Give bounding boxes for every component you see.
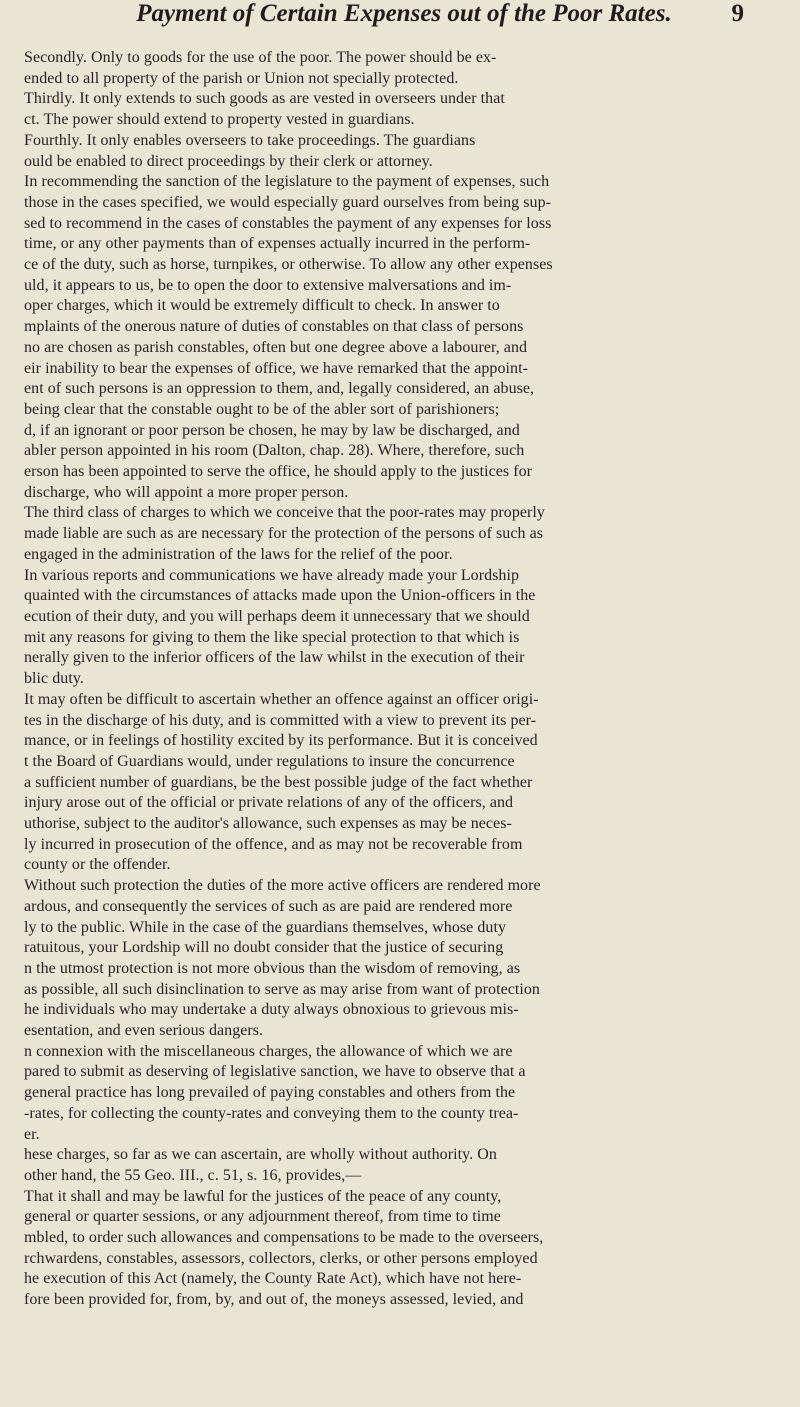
text-line: no are chosen as parish constables, often but one degree above a labourer, and: [24, 338, 528, 356]
page-number: 9: [731, 0, 744, 27]
text-line: uld, it appears to us, be to open the door to extensive malversations and im-: [24, 276, 512, 294]
text-line: In recommending the sanction of the legislature to the payment of expenses, such: [24, 173, 550, 191]
text-line: t the Board of Guardians would, under regulations to insure the concurrence: [24, 752, 515, 770]
text-line: ardous, and consequently the services of such as are paid are rendered more: [24, 897, 513, 915]
text-line: Fourthly. It only enables overseers to take proceedings. The guardians: [24, 131, 476, 149]
text-line: blic duty.: [24, 670, 84, 688]
text-line: Without such protection the duties of the more active officers are rendered more: [24, 877, 541, 895]
text-line: eir inability to bear the expenses of office, we have remarked that the appoint-: [24, 359, 528, 377]
text-line: ly to the public. While in the case of the guardians themselves, whose duty: [24, 918, 507, 936]
text-line: ent of such persons is an oppression to them, and, legally considered, an abuse,: [24, 380, 535, 398]
text-line: being clear that the constable ought to be of the abler sort of parishioners;: [24, 400, 500, 418]
text-line: d, if an ignorant or poor person be chosen, he may by law be discharged, and: [24, 421, 520, 439]
text-line: ratuitous, your Lordship will no doubt consider that the justice of securing: [24, 939, 504, 957]
text-line: general practice has long prevailed of paying constables and others from the: [24, 1084, 516, 1102]
text-line: oper charges, which it would be extremely difficult to check. In answer to: [24, 297, 500, 315]
text-line: a sufficient number of guardians, be the best possible judge of the fact whether: [24, 773, 533, 791]
text-line: mance, or in feelings of hostility excited by its performance. But it is conceived: [24, 732, 538, 750]
text-line: n connexion with the miscellaneous charges, the allowance of which we are: [24, 1042, 513, 1060]
text-line: time, or any other payments than of expenses actually incurred in the perform-: [24, 235, 531, 253]
text-line: those in the cases specified, we would especially guard ourselves from being sup-: [24, 193, 552, 211]
text-line: esentation, and even serious dangers.: [24, 1022, 264, 1040]
text-line: mbled, to order such allowances and compensations to be made to the overseers,: [24, 1229, 544, 1247]
text-line: n the utmost protection is not more obvious than the wisdom of removing, as: [24, 959, 521, 977]
text-line: erson has been appointed to serve the office, he should apply to the justices for: [24, 463, 533, 481]
text-line: tes in the discharge of his duty, and is committed with a view to prevent its per-: [24, 711, 537, 729]
text-line: It may often be difficult to ascertain whether an offence against an officer origi-: [24, 690, 539, 708]
text-line: Thirdly. It only extends to such goods as are vested in overseers under that: [24, 90, 505, 108]
text-line: engaged in the administration of the laws for the relief of the poor.: [24, 545, 453, 563]
text-line: That it shall and may be lawful for the justices of the peace of any county,: [24, 1187, 502, 1205]
text-line: quainted with the circumstances of attacks made upon the Union-officers in the: [24, 587, 536, 605]
text-line: ended to all property of the parish or Union not specially protected.: [24, 69, 459, 87]
text-line: as possible, all such disinclination to serve as may arise from want of protection: [24, 980, 540, 998]
text-line: hese charges, so far as we can ascertain, are wholly without authority. On: [24, 1146, 497, 1164]
text-line: made liable are such as are necessary for the protection of the persons of such as: [24, 525, 544, 543]
text-line: Secondly. Only to goods for the use of the poor. The power should be ex-: [24, 49, 497, 66]
text-line: ce of the duty, such as horse, turnpikes, or otherwise. To allow any other expenses: [24, 256, 553, 274]
text-line: uthorise, subject to the auditor's allowance, such expenses as may be neces-: [24, 815, 512, 833]
running-title: Payment of Certain Expenses out of the Poor Rates.: [136, 0, 672, 27]
text-line: er.: [24, 1125, 40, 1143]
text-line: ly incurred in prosecution of the offence, and as may not be recoverable from: [24, 835, 523, 853]
text-line: county or the offender.: [24, 856, 171, 874]
text-line: fore been provided for, from, by, and out of, the moneys assessed, levied, and: [24, 1291, 524, 1309]
text-line: mplaints of the onerous nature of duties of constables on that class of persons: [24, 318, 524, 336]
text-line: injury arose out of the official or private relations of any of the officers, and: [24, 794, 514, 812]
text-line: other hand, the 55 Geo. III., c. 51, s. 16, provides,—: [24, 1166, 362, 1184]
text-line: rchwardens, constables, assessors, collectors, clerks, or other persons employed: [24, 1249, 538, 1267]
page-header: [24, 0, 784, 36]
text-line: ould be enabled to direct proceedings by their clerk or attorney.: [24, 152, 433, 170]
text-line: ecution of their duty, and you will perhaps deem it unnecessary that we should: [24, 607, 530, 625]
text-line: pared to submit as deserving of legislative sanction, we have to observe that a: [24, 1063, 526, 1081]
text-line: general or quarter sessions, or any adjournment thereof, from time to time: [24, 1208, 501, 1226]
text-line: -rates, for collecting the county-rates and conveying them to the county trea-: [24, 1104, 519, 1122]
text-line: ct. The power should extend to property vested in guardians.: [24, 111, 415, 129]
text-line: sed to recommend in the cases of constables the payment of any expenses for loss: [24, 214, 552, 232]
text-line: he execution of this Act (namely, the County Rate Act), which have not here-: [24, 1270, 522, 1288]
text-line: discharge, who will appoint a more proper person.: [24, 483, 349, 501]
text-line: nerally given to the inferior officers of the law whilst in the execution of their: [24, 649, 525, 667]
text-line: he individuals who may undertake a duty always obnoxious to grievous mis-: [24, 1001, 519, 1019]
text-line: In various reports and communications we have already made your Lordship: [24, 566, 520, 584]
text-line: abler person appointed in his room (Dalton, chap. 28). Where, therefore, such: [24, 442, 525, 460]
text-line: The third class of charges to which we conceive that the poor-rates may properly: [24, 504, 545, 522]
body-text: [24, 48, 784, 1311]
text-line: mit any reasons for giving to them the like special protection to that which is: [24, 628, 520, 646]
